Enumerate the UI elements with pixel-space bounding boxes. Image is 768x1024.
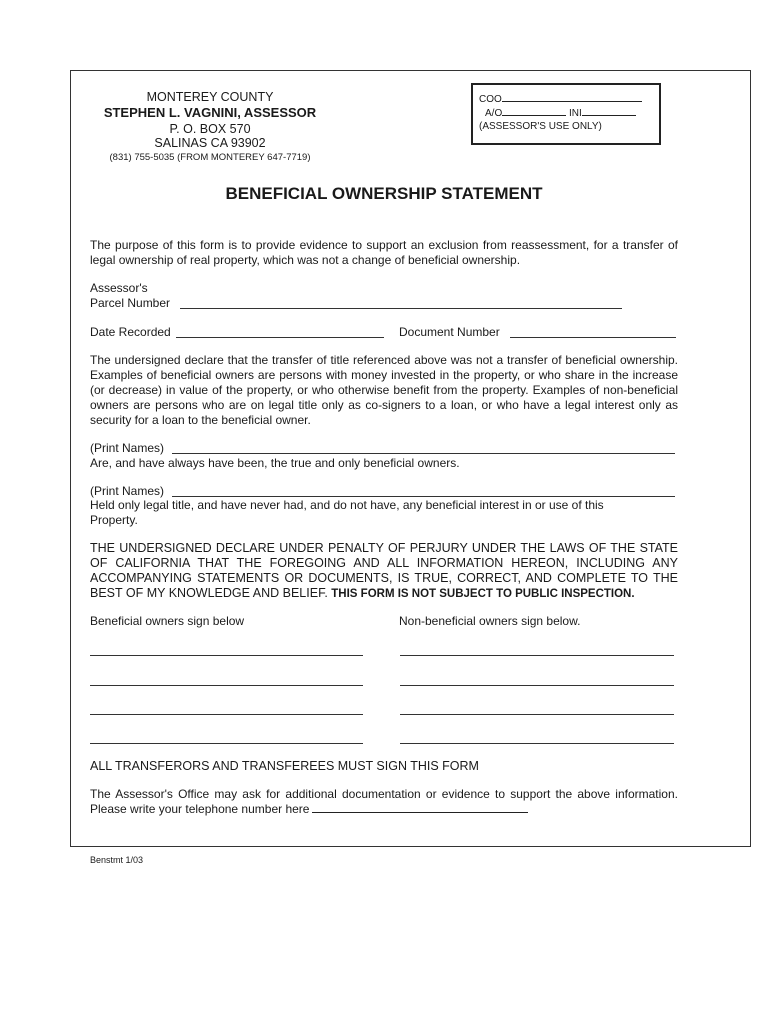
print-names-label-1: (Print Names) (90, 441, 165, 455)
perjury-text: THE UNDERSIGNED DECLARE UNDER PENALTY OF PERJURY UNDER THE LAWS OF THE STATE OF CALIFORNIA THAT THE FOREGOING AND ALL INFORMATION HEREON, INCLUDING ANY ACCOMPANYING STATEMENTS OR DOCUMENTS, IS TRUE, CORRECT, AND COMPLETE TO THE BEST OF MY KNOWLEDGE AND BELIEF. (90, 541, 678, 600)
ini-label: INI (569, 108, 582, 119)
non-beneficial-signature-line[interactable] (400, 714, 674, 715)
beneficial-signature-line[interactable] (90, 743, 363, 744)
form-code: Benstmt 1/03 (90, 855, 144, 865)
declaration-text: The undersigned declare that the transfer of title referenced above was not a transfer of beneficial ownership. Examples of beneficial owners are persons with money invested in the property, or who share in the increase (or decrease) in value of the property, or who otherwise benefit from the property. Examples of non-beneficial owners are persons who are on legal title only as co-signers to a loan, or who have a legal interest only as security for a loan to the beneficial owner. (90, 353, 678, 427)
closing-sentence: The Assessor's Office may ask for additional documentation or evidence to support the above information. (90, 787, 678, 801)
print-names-field-2[interactable] (172, 496, 675, 497)
beneficial-owners-statement: Are, and have always have been, the true and only beneficial owners. (90, 456, 460, 470)
all-sign-notice: ALL TRANSFERORS AND TRANSFEREES MUST SIGN THIS FORM (90, 759, 479, 773)
non-beneficial-sign-label: Non-beneficial owners sign below. (399, 614, 581, 628)
ao-label: A/O (485, 108, 503, 119)
document-number-field[interactable] (510, 337, 676, 338)
telephone-field[interactable] (312, 802, 528, 813)
page-title: BENEFICIAL OWNERSHIP STATEMENT (225, 184, 543, 203)
non-beneficial-signature-line[interactable] (400, 685, 674, 686)
ao-field[interactable] (502, 105, 566, 116)
assessor-use-box (471, 83, 661, 145)
parcel-number-label: Parcel Number (90, 296, 171, 310)
perjury-declaration (90, 541, 678, 602)
not-public-notice: THIS FORM IS NOT SUBJECT TO PUBLIC INSPECTION. (331, 588, 635, 600)
purpose-text: The purpose of this form is to provide evidence to support an exclusion from reassessment, for a transfer of legal ownership of real property, which was not a change of beneficial ownership. (90, 238, 678, 267)
coo-field[interactable] (502, 91, 642, 102)
use-only-note: (ASSESSOR'S USE ONLY) (479, 121, 602, 132)
document-number-label: Document Number (399, 325, 500, 339)
beneficial-signature-line[interactable] (90, 714, 363, 715)
print-names-label-2: (Print Names) (90, 484, 165, 498)
assessor-name: STEPHEN L. VAGNINI, ASSESSOR (103, 105, 317, 120)
parcel-number-field[interactable] (180, 308, 622, 309)
phone-prompt: Please write your telephone number here (90, 802, 310, 816)
non-beneficial-statement: Held only legal title, and have never had, and do not have, any beneficial interest in or use of this Property. (90, 498, 604, 527)
beneficial-sign-label: Beneficial owners sign below (90, 614, 245, 628)
non-beneficial-signature-line[interactable] (400, 655, 674, 656)
po-box: P. O. BOX 570 (169, 122, 251, 136)
closing-text (90, 787, 678, 817)
county-name: MONTEREY COUNTY (146, 90, 274, 104)
phone: (831) 755-5035 (FROM MONTEREY 647-7719) (109, 152, 311, 163)
assessors-label: Assessor's (90, 281, 148, 295)
beneficial-signature-line[interactable] (90, 685, 363, 686)
ini-field[interactable] (582, 105, 636, 116)
date-recorded-field[interactable] (176, 337, 384, 338)
print-names-field-1[interactable] (172, 453, 675, 454)
date-recorded-label: Date Recorded (90, 325, 171, 339)
beneficial-signature-line[interactable] (90, 655, 363, 656)
coo-label: COO (479, 94, 502, 105)
city: SALINAS CA 93902 (154, 136, 266, 150)
non-beneficial-signature-line[interactable] (400, 743, 674, 744)
